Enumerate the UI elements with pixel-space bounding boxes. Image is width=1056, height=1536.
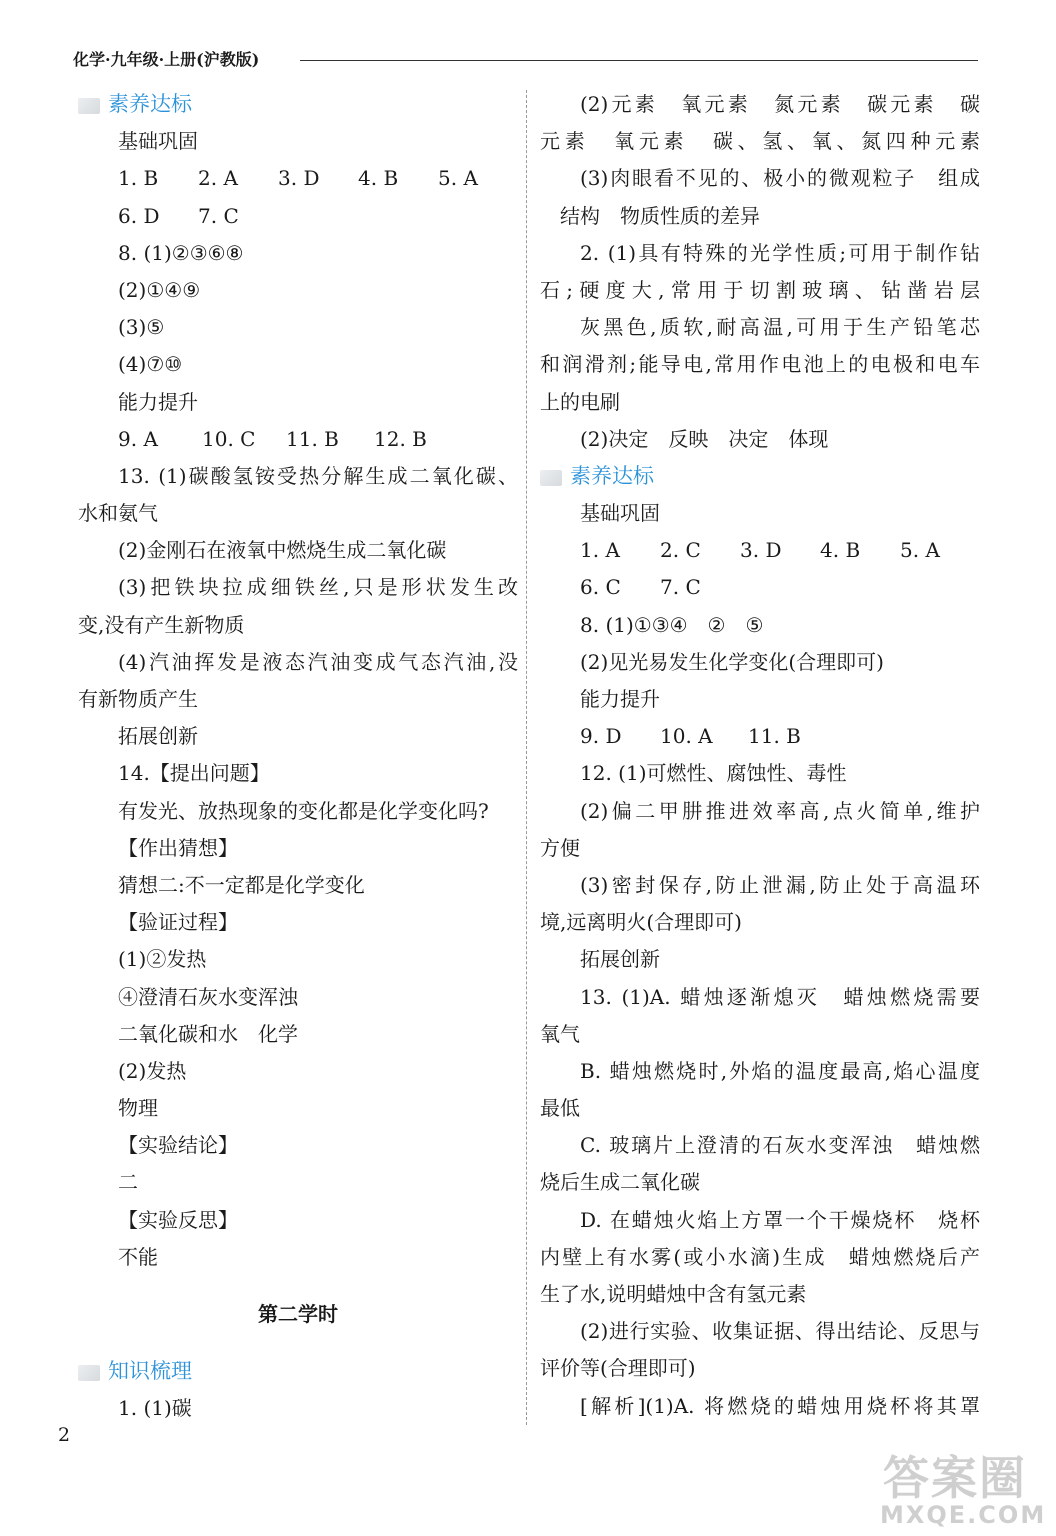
answer-line: 结构 物质性质的差异 <box>560 203 760 228</box>
answer-line: 元素 氧元素 碳、氢、氧、氮四种元素 <box>540 129 980 154</box>
answer-line: 13. (1)A. 蜡烛逐渐熄灭 蜡烛燃烧需要 <box>580 984 980 1009</box>
answer-line: 内壁上有水雾(或小水滴)生成 蜡烛燃烧后产 <box>540 1244 980 1269</box>
answer-line: D. 在蜡烛火焰上方罩一个干燥烧杯 烧杯 <box>580 1207 980 1232</box>
answer-row <box>540 718 980 755</box>
answer-item: 7. C <box>660 575 701 600</box>
section-icon <box>540 470 562 486</box>
answer-line: 有新物质产生 <box>78 687 198 711</box>
answer-item: 4. B <box>358 166 399 191</box>
subheading: 基础巩固 <box>118 129 198 154</box>
answer-line: 8. (1)①③④ ② ⑤ <box>580 612 764 637</box>
subheading: 拓展创新 <box>118 724 198 749</box>
answer-line: 2. (1)具有特殊的光学性质;可用于制作钻 <box>580 240 980 265</box>
answer-line: (2)①④⑨ <box>118 277 201 302</box>
answer-row <box>78 160 518 197</box>
answer-line: (2)偏二甲肼推进效率高,点火简单,维护 <box>580 798 980 823</box>
section-heading: 素养达标 <box>540 458 980 495</box>
answer-line: [解析](1)A. 将燃烧的蜡烛用烧杯将其罩 <box>580 1393 980 1418</box>
answer-item: 2. A <box>198 166 238 191</box>
answer-line: 二 <box>118 1170 138 1195</box>
answer-line: C. 玻璃片上澄清的石灰水变浑浊 蜡烛燃 <box>580 1133 980 1158</box>
answer-item: 5. A <box>438 166 478 191</box>
answer-line: 烧后生成二氧化碳 <box>540 1170 700 1195</box>
answer-line: (3)⑤ <box>118 315 165 340</box>
subheading: 能力提升 <box>118 389 198 414</box>
answer-line: (2)元素 氧元素 氮元素 碳元素 碳 <box>580 92 980 116</box>
answer-line: 二氧化碳和水 化学 <box>118 1021 298 1046</box>
watermark-text: 答案圈 <box>883 1451 1027 1505</box>
answer-row <box>78 198 518 235</box>
answer-row <box>540 532 980 569</box>
answer-line: 【实验结论】 <box>118 1133 238 1158</box>
answer-line: 物理 <box>118 1096 158 1121</box>
right-column <box>540 86 980 1425</box>
answer-line: 灰黑色,质软,耐高温,可用于生产铅笔芯 <box>580 315 980 340</box>
answer-row <box>78 421 518 458</box>
page-number: 2 <box>58 1424 71 1446</box>
subheading: 拓展创新 <box>580 947 660 972</box>
subheading: 基础巩固 <box>580 501 660 526</box>
answer-item: 9. D <box>580 724 622 749</box>
answer-line: 【作出猜想】 <box>118 835 238 860</box>
answer-item: 11. B <box>286 426 339 451</box>
answer-line: 氧气 <box>540 1021 580 1046</box>
answer-line: 生了水,说明蜡烛中含有氢元素 <box>540 1282 807 1306</box>
answer-line: 不能 <box>118 1244 158 1269</box>
answer-item: 10. C <box>202 426 256 451</box>
answer-line: 境,远离明火(合理即可) <box>540 910 742 935</box>
watermark-url: MXQE.COM <box>880 1501 1047 1529</box>
answer-item: 4. B <box>820 538 861 563</box>
section-heading: 知识梳理 <box>78 1353 518 1390</box>
answer-line: (2)进行实验、收集证据、得出结论、反思与 <box>580 1319 980 1344</box>
answer-line: 13. (1)碳酸氢铵受热分解生成二氧化碳、 <box>118 463 518 488</box>
answer-item: 9. A <box>118 426 158 451</box>
answer-item: 5. A <box>900 538 940 563</box>
running-header: 化学·九年级·上册(沪教版) <box>73 50 260 69</box>
answer-line: 猜想二:不一定都是化学变化 <box>118 872 365 897</box>
answer-line: ④澄清石灰水变浑浊 <box>118 984 298 1009</box>
header-rule <box>300 60 978 61</box>
answer-item: 7. C <box>198 203 239 228</box>
answer-item: 1. B <box>118 166 159 191</box>
answer-line: 最低 <box>540 1096 580 1121</box>
answer-line: (4)汽油挥发是液态汽油变成气态汽油,没 <box>118 649 518 674</box>
answer-line: 方便 <box>540 835 580 860</box>
answer-line: (3)肉眼看不见的、极小的微观粒子 组成 <box>580 166 980 191</box>
answer-line: (1)②发热 <box>118 947 207 972</box>
answer-item: 11. B <box>748 724 801 749</box>
answer-line: 【验证过程】 <box>118 910 238 935</box>
answer-line: (2)见光易发生化学变化(合理即可) <box>580 649 884 674</box>
answer-line: (3)把铁块拉成细铁丝,只是形状发生改 <box>118 575 518 600</box>
answer-row <box>540 569 980 606</box>
section-icon <box>78 98 100 114</box>
answer-item: 3. D <box>740 538 782 563</box>
answer-line: 水和氨气 <box>78 501 158 526</box>
answer-line: (3)密封保存,防止泄漏,防止处于高温环 <box>580 872 980 897</box>
answer-line: 变,没有产生新物质 <box>78 612 245 637</box>
answer-line: 和润滑剂;能导电,常用作电池上的电极和电车 <box>540 352 980 377</box>
spacer <box>78 1333 518 1353</box>
answer-item: 1. A <box>580 538 620 563</box>
answer-line: 8. (1)②③⑥⑧ <box>118 240 244 265</box>
answer-line: 12. (1)可燃性、腐蚀性、毒性 <box>580 761 847 786</box>
left-column <box>78 86 518 1428</box>
answer-item: 3. D <box>278 166 320 191</box>
subheading: 能力提升 <box>580 687 660 711</box>
answer-line: 石;硬度大,常用于切割玻璃、钻凿岩层 <box>540 277 980 302</box>
watermark-logo <box>880 1451 1047 1534</box>
answer-item: 6. C <box>580 575 621 600</box>
answer-item: 6. D <box>118 203 160 228</box>
answer-line: 【实验反思】 <box>118 1207 238 1232</box>
answer-line: 评价等(合理即可) <box>540 1356 696 1381</box>
lesson-heading: 第二学时 <box>258 1302 338 1326</box>
answer-item: 12. B <box>374 426 427 451</box>
answer-line: 14.【提出问题】 <box>118 761 270 786</box>
section-icon <box>78 1365 100 1381</box>
answer-line: (2)决定 反映 决定 体现 <box>580 426 829 451</box>
section-heading: 素养达标 <box>78 86 518 123</box>
answer-line: 有发光、放热现象的变化都是化学变化吗? <box>118 798 489 823</box>
answer-line: (4)⑦⑩ <box>118 352 183 377</box>
column-divider <box>526 90 527 1425</box>
answer-line: (2)发热 <box>118 1058 187 1083</box>
answer-line: (2)金刚石在液氧中燃烧生成二氧化碳 <box>118 538 447 563</box>
answer-line: B. 蜡烛燃烧时,外焰的温度最高,焰心温度 <box>580 1058 980 1083</box>
answer-item: 2. C <box>660 538 701 563</box>
spacer <box>78 1276 518 1296</box>
answer-item: 10. A <box>660 724 713 749</box>
answer-line: 上的电刷 <box>540 389 620 414</box>
answer-line: 1. (1)碳 <box>118 1396 192 1421</box>
